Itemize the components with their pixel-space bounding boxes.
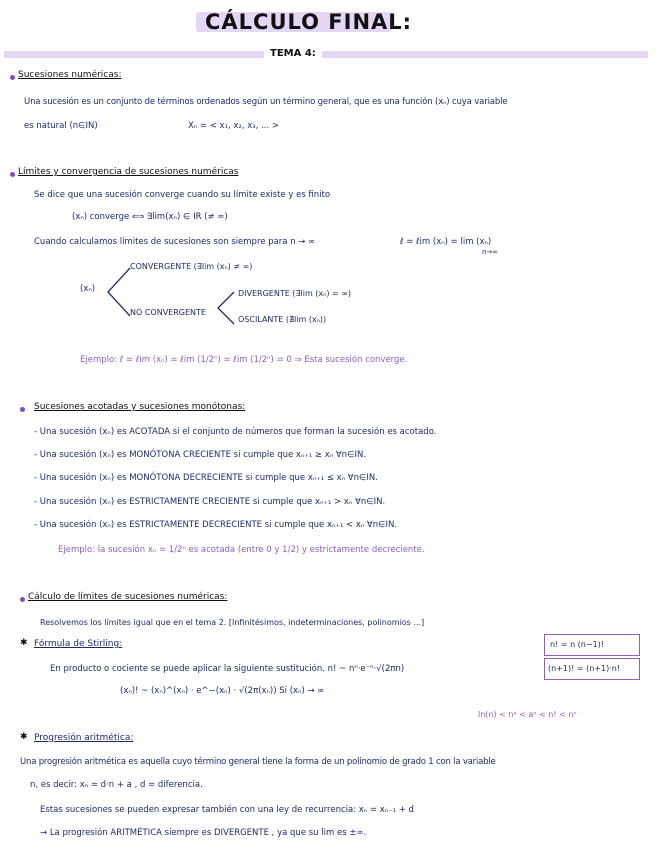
growth-order: ln(n) < nᵃ < aⁿ < n! < nⁿ xyxy=(478,710,577,719)
example-acotada: Ejemplo: la sucesión xₙ = 1/2ⁿ es acotada (entre 0 y 1/2) y estrictamente decreciente. xyxy=(58,545,425,555)
section-heading-acotadas: Sucesiones acotadas y sucesiones monótonas: xyxy=(34,402,246,412)
section-heading-calculo: Cálculo de límites de sucesiones numéricas: xyxy=(28,592,228,602)
section-heading-limites: Límites y convergencia de sucesiones numéricas xyxy=(18,167,239,177)
bullet-dot xyxy=(20,597,25,602)
text-line: es natural (n∈IN) xyxy=(24,121,98,131)
text-line: → La progresión ARITMÉTICA siempre es DIVERGENTE , ya que su lim es ±∞. xyxy=(40,828,367,838)
formula: (xₙ)! ~ (xₙ)^(xₙ) · e^−(xₙ) · √(2π(xₙ)) Si (xₙ) → ∞ xyxy=(120,686,325,696)
brace-diagram-2 xyxy=(214,288,238,328)
no-convergente-label: NO CONVERGENTE xyxy=(130,308,206,317)
factorial-identity-2: (n+1)! = (n+1)·n! xyxy=(548,664,621,673)
divergente-label: DIVERGENTE (∃lim (xₙ) = ∞) xyxy=(238,289,352,298)
text-line: Cuando calculamos límites de sucesiones son siempre para n → ∞ xyxy=(34,237,316,247)
limit-subscript: n→∞ xyxy=(482,248,499,256)
list-item: - Una sucesión (xₙ) es MONÓTONA DECRECIENTE si cumple que xₙ₊₁ ≤ xₙ ∀n∈IN. xyxy=(34,473,378,483)
section-heading-sucesiones: Sucesiones numéricas: xyxy=(18,70,122,80)
oscilante-label: OSCILANTE (∄lim (xₙ)) xyxy=(238,315,327,324)
page-title: CÁLCULO FINAL: xyxy=(205,10,413,34)
star-icon: ✱ xyxy=(20,732,28,742)
text-line: n, es decir: xₙ = d·n + a , d = diferencia. xyxy=(30,780,203,790)
progresion-heading: Progresión aritmética: xyxy=(34,733,134,743)
text-line: Estas sucesiones se pueden expresar también con una ley de recurrencia: xₙ = xₙ₋₁ + d xyxy=(40,805,414,815)
formula: Xₙ = < x₁, x₂, x₃, ... > xyxy=(188,121,280,131)
tema-band xyxy=(4,51,648,58)
bullet-dot xyxy=(20,407,25,412)
formula: (xₙ) converge ⟺ ∃lim(xₙ) ∈ IR (≠ ∞) xyxy=(72,212,228,222)
text-line: Resolvemos los límites igual que en el tema 2. [Infinitésimos, indeterminaciones, polinomios ...] xyxy=(40,618,425,627)
list-item: - Una sucesión (xₙ) es ESTRICTAMENTE DECRECIENTE si cumple que xₙ₊₁ < xₙ ∀n∈IN. xyxy=(34,520,398,530)
tema-label: TEMA 4: xyxy=(264,48,322,59)
star-icon: ✱ xyxy=(20,638,28,648)
list-item: - Una sucesión (xₙ) es MONÓTONA CRECIENTE si cumple que xₙ₊₁ ≥ xₙ ∀n∈IN. xyxy=(34,450,367,460)
text-line: Se dice que una sucesión converge cuando su límite existe y es finito xyxy=(34,190,331,200)
text-line: Una sucesión es un conjunto de términos ordenados según un término general, que es una función (xₙ) cuya variable xyxy=(24,97,508,107)
convergente-label: CONVERGENTE (∃lim (xₙ) ≠ ∞) xyxy=(130,262,253,271)
list-item: - Una sucesión (xₙ) es ACOTADA si el conjunto de números que forman la sucesión es acotado. xyxy=(34,427,437,437)
list-item: - Una sucesión (xₙ) es ESTRICTAMENTE CRECIENTE si cumple que xₙ₊₁ > xₙ ∀n∈IN. xyxy=(34,497,386,507)
text-line: En producto o cociente se puede aplicar la siguiente sustitución. n! ~ nⁿ·e⁻ⁿ·√(2πn) xyxy=(50,664,405,674)
bullet-dot xyxy=(10,75,15,80)
xn-label: (xₙ) xyxy=(80,284,96,294)
text-line: Una progresión aritmética es aquella cuyo término general tiene la forma de un polinomio de grado 1 con la variable xyxy=(20,757,496,767)
example-convergence: Ejemplo: ℓ = ℓim (xₙ) = ℓim (1/2ⁿ) = ℓim (1/2ⁿ) = 0 ⇒ Esta sucesión converge. xyxy=(80,355,408,365)
bullet-dot xyxy=(10,172,15,177)
formula: ℓ = ℓim (xₙ) = lim (xₙ) xyxy=(400,237,492,247)
factorial-identity-1: n! = n (n−1)! xyxy=(550,640,604,649)
stirling-heading: Fórmula de Stirling: xyxy=(34,639,123,649)
